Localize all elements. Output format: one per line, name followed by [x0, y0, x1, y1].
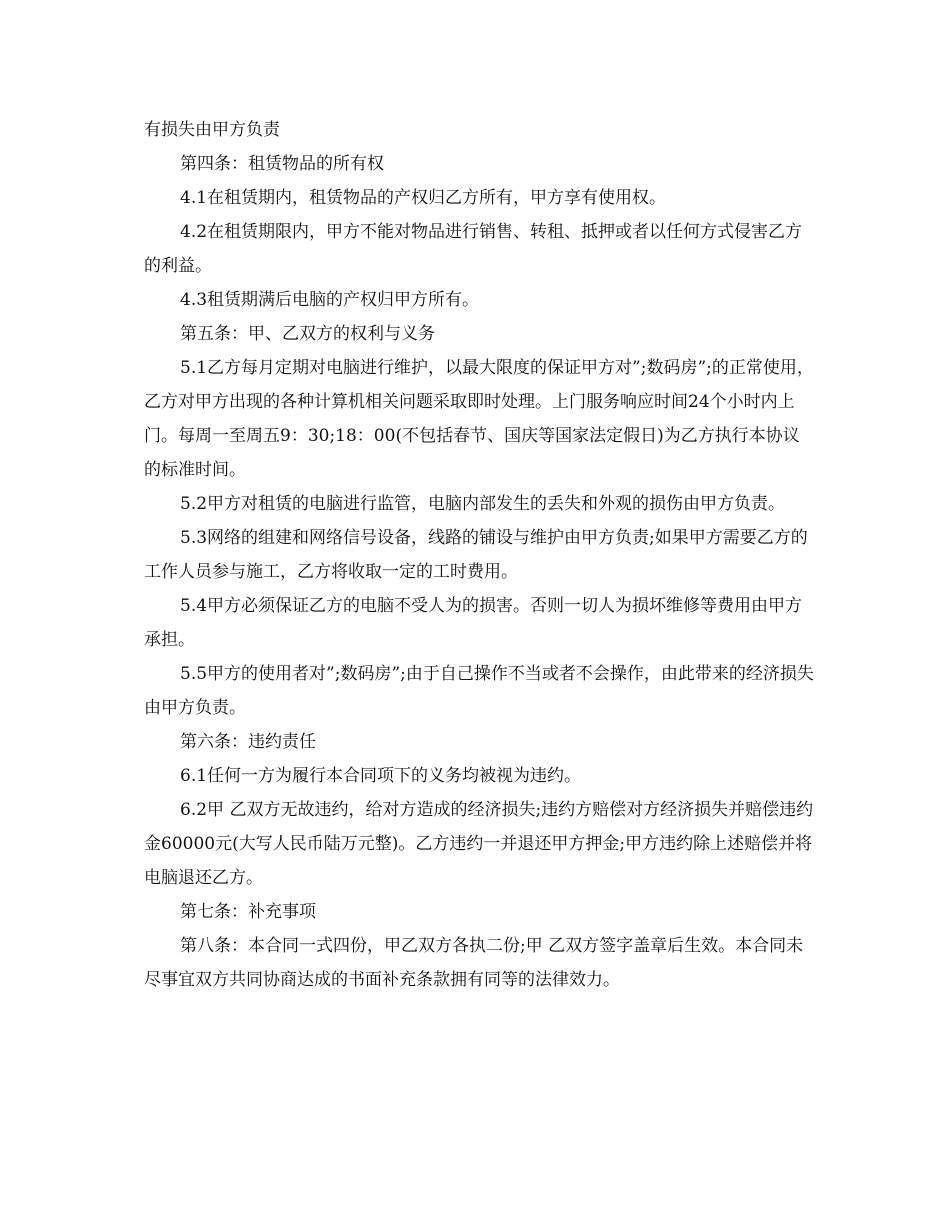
document-page [144, 113, 814, 997]
clause-5-2: 5.2甲方对租赁的电脑进行监管，电脑内部发生的丢失和外观的损伤由甲方负责。 [180, 494, 786, 514]
heading-article-8: 第八条：本合同一式四份，甲乙双方各执二份;甲 乙双方签字盖章后生效。本合同未尽事宜双方共同协商达成的书面补充条款拥有同等的法律效力。 [144, 936, 804, 990]
clause-6-2: 6.2甲 乙双方无故违约，给对方造成的经济损失;违约方赔偿对方经济损失并赔偿违约金60000元(大写人民币陆万元整)。乙方违约一并退还甲方押金;甲方违约除上述赔偿并将电脑退还乙方。 [144, 800, 814, 888]
paragraph-1: 有损失由甲方负责 [144, 120, 280, 140]
clause-5-1: 5.1乙方每月定期对电脑进行维护，以最大限度的保证甲方对”;数码房”;的正常使用，乙方对甲方出现的各种计算机相关问题采取即时处理。上门服务响应时间24个小时内上门。每周一至周五9：30;18：00(不包括春节、国庆等国家法定假日)为乙方执行本协议的标准时间。 [144, 358, 814, 480]
clause-4-2: 4.2在租赁期限内，甲方不能对物品进行销售、转租、抵押或者以任何方式侵害乙方的利益。 [144, 222, 803, 276]
heading-article-7: 第七条：补充事项 [180, 902, 316, 922]
clause-4-1: 4.1在租赁期内，租赁物品的产权归乙方所有，甲方享有使用权。 [180, 188, 667, 208]
heading-article-5: 第五条：甲、乙双方的权利与义务 [180, 324, 435, 344]
clause-5-4: 5.4甲方必须保证乙方的电脑不受人为的损害。否则一切人为损坏维修等费用由甲方承担。 [144, 596, 803, 650]
heading-article-6: 第六条：违约责任 [180, 732, 316, 752]
clause-4-3: 4.3租赁期满后电脑的产权归甲方所有。 [180, 290, 480, 310]
clause-5-3: 5.3网络的组建和网络信号设备，线路的铺设与维护由甲方负责;如果甲方需要乙方的工作人员参与施工，乙方将收取一定的工时费用。 [144, 528, 808, 582]
clause-5-5: 5.5甲方的使用者对”;数码房”;由于自己操作不当或者不会操作，由此带来的经济损失由甲方负责。 [144, 664, 814, 718]
clause-6-1: 6.1任何一方为履行本合同项下的义务均被视为违约。 [180, 766, 582, 786]
heading-article-4: 第四条：租赁物品的所有权 [180, 154, 384, 174]
